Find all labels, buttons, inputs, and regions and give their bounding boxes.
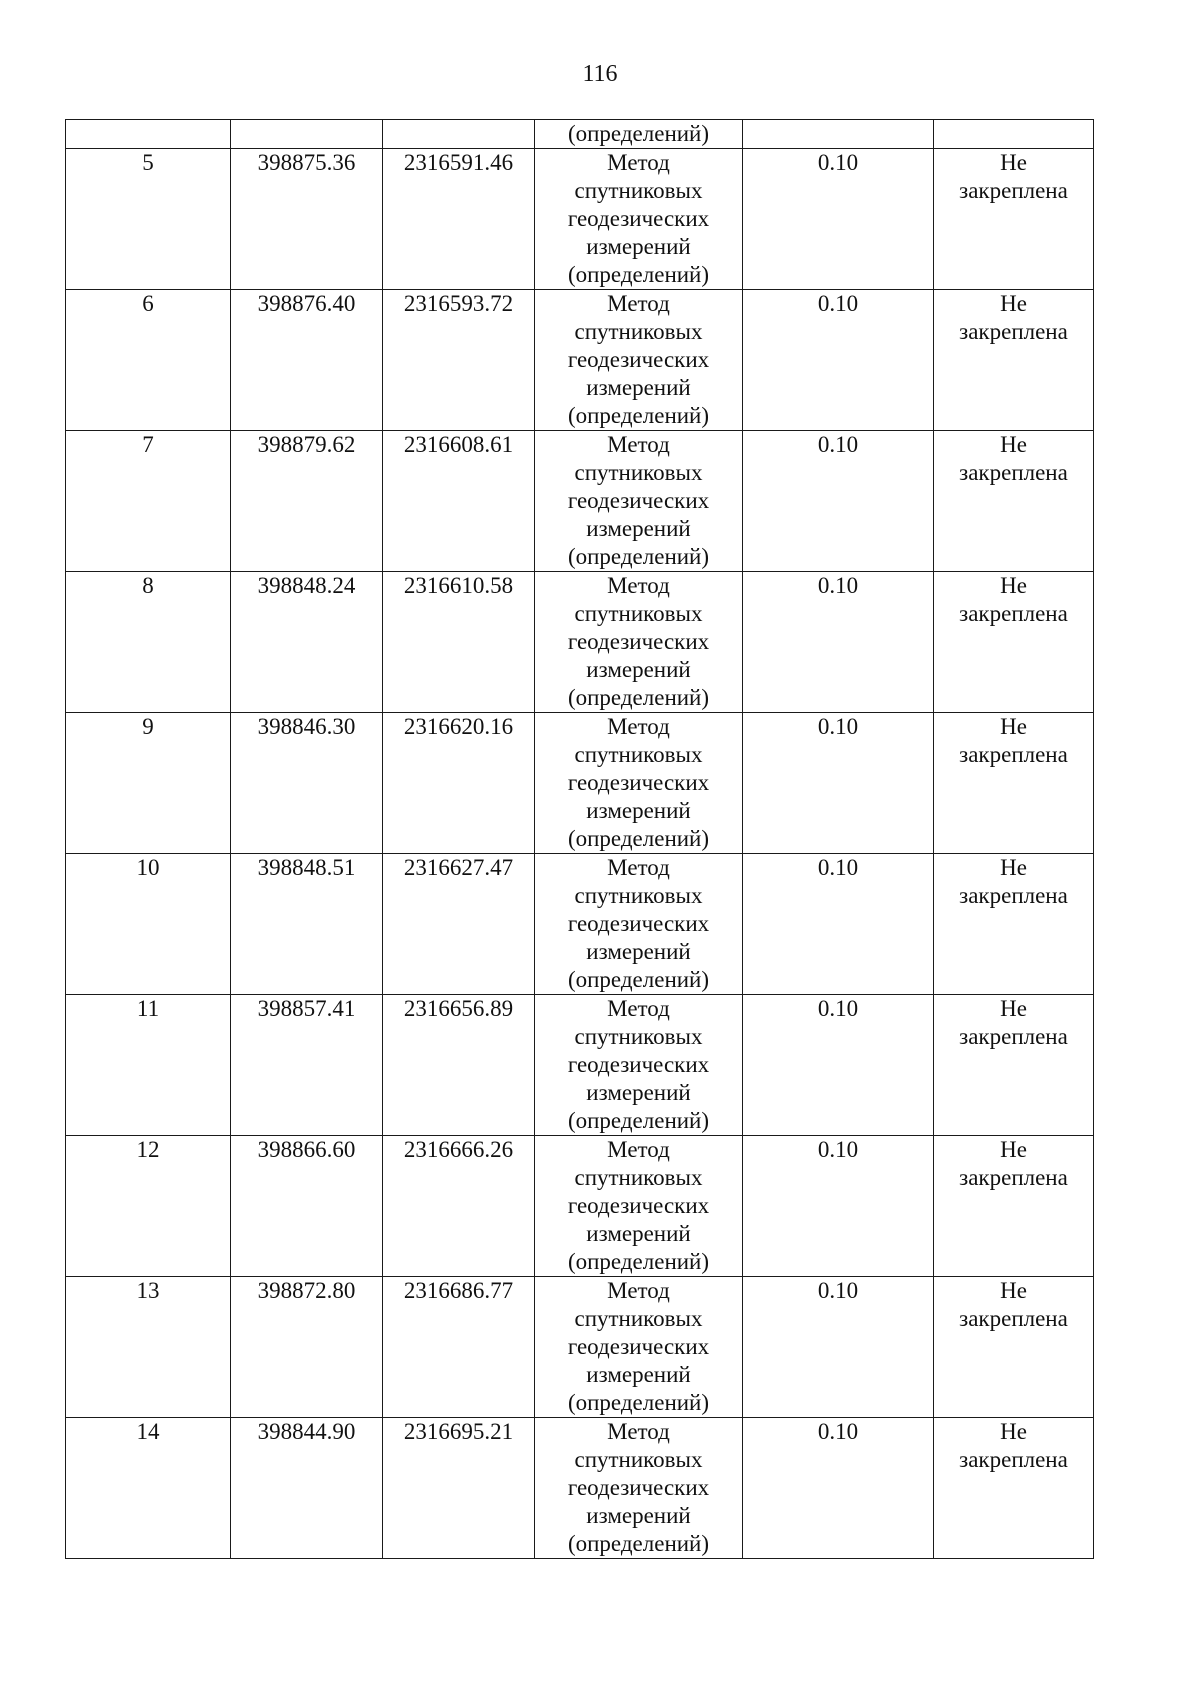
cell-method [535,995,743,1136]
method-text: Метод спутниковых геодезических измерений (определений) [567,1137,710,1274]
cell-accuracy [743,120,934,149]
table-row [66,1418,1094,1559]
cell-y: 2316686.77 [383,1277,535,1418]
fixation-text: Не закреплена [959,573,1068,626]
cell-method [535,572,743,713]
cell-accuracy: 0.10 [743,1136,934,1277]
fixation-text: Не закреплена [959,855,1068,908]
fixation-text: Не закреплена [959,291,1068,344]
cell-number: 6 [66,290,231,431]
cell-x: 398848.24 [231,572,383,713]
fixation-text: Не закреплена [959,996,1068,1049]
cell-accuracy: 0.10 [743,995,934,1136]
table-row [66,854,1094,995]
cell-y: 2316610.58 [383,572,535,713]
cell-accuracy: 0.10 [743,1418,934,1559]
cell-x: 398876.40 [231,290,383,431]
cell-fixation [934,995,1094,1136]
cell-number: 14 [66,1418,231,1559]
cell-fixation [934,1418,1094,1559]
method-text: Метод спутниковых геодезических измерений (определений) [567,855,710,992]
table-row [66,995,1094,1136]
cell-accuracy: 0.10 [743,290,934,431]
cell-fixation [934,149,1094,290]
cell-method [535,149,743,290]
fixation-text: Не закреплена [959,714,1068,767]
cell-number: 12 [66,1136,231,1277]
cell-y: 2316593.72 [383,290,535,431]
method-text: Метод спутниковых геодезических измерений (определений) [567,573,710,710]
cell-accuracy: 0.10 [743,572,934,713]
cell-method [535,431,743,572]
cell-number: 11 [66,995,231,1136]
cell-y: 2316666.26 [383,1136,535,1277]
cell-fixation [934,290,1094,431]
cell-fixation [934,572,1094,713]
table-row [66,290,1094,431]
table-row [66,431,1094,572]
cell-number: 5 [66,149,231,290]
table-row [66,572,1094,713]
cell-x: 398857.41 [231,995,383,1136]
fixation-text: Не закреплена [959,1278,1068,1331]
cell-accuracy: 0.10 [743,431,934,572]
cell-x: 398844.90 [231,1418,383,1559]
cell-x: 398848.51 [231,854,383,995]
cell-y: 2316620.16 [383,713,535,854]
table-row [66,1136,1094,1277]
fixation-text: Не закреплена [959,150,1068,203]
cell-method [535,1418,743,1559]
cell-method: (определений) [535,120,743,149]
cell-method [535,854,743,995]
cell-fixation [934,431,1094,572]
cell-fixation [934,120,1094,149]
fixation-text: Не закреплена [959,1137,1068,1190]
method-text: Метод спутниковых геодезических измерений (определений) [567,1278,710,1415]
cell-fixation [934,713,1094,854]
cell-x: 398846.30 [231,713,383,854]
table-row [66,1277,1094,1418]
method-text: Метод спутниковых геодезических измерений (определений) [567,432,710,569]
cell-x: 398879.62 [231,431,383,572]
cell-number [66,120,231,149]
table-row [66,149,1094,290]
page-number: 116 [582,61,618,87]
cell-method [535,1277,743,1418]
coordinates-table [65,119,1094,1559]
method-text: Метод спутниковых геодезических измерений (определений) [567,150,710,287]
cell-x [231,120,383,149]
cell-fixation [934,854,1094,995]
cell-y: 2316656.89 [383,995,535,1136]
method-text: Метод спутниковых геодезических измерений (определений) [567,996,710,1133]
cell-y: 2316591.46 [383,149,535,290]
fixation-text: Не закреплена [959,1419,1068,1472]
cell-fixation [934,1277,1094,1418]
cell-number: 10 [66,854,231,995]
cell-y: 2316627.47 [383,854,535,995]
cell-accuracy: 0.10 [743,1277,934,1418]
cell-method [535,290,743,431]
cell-method [535,1136,743,1277]
cell-accuracy: 0.10 [743,854,934,995]
continuation-row [66,120,1094,149]
method-text: Метод спутниковых геодезических измерений (определений) [567,291,710,428]
cell-x: 398872.80 [231,1277,383,1418]
fixation-text: Не закреплена [959,432,1068,485]
cell-method [535,713,743,854]
cell-y: 2316608.61 [383,431,535,572]
cell-number: 9 [66,713,231,854]
cell-y: 2316695.21 [383,1418,535,1559]
cell-number: 8 [66,572,231,713]
cell-x: 398866.60 [231,1136,383,1277]
cell-x: 398875.36 [231,149,383,290]
cell-fixation [934,1136,1094,1277]
cell-number: 7 [66,431,231,572]
cell-accuracy: 0.10 [743,713,934,854]
table-row [66,713,1094,854]
cell-number: 13 [66,1277,231,1418]
cell-y [383,120,535,149]
method-text: Метод спутниковых геодезических измерений (определений) [567,714,710,851]
cell-accuracy: 0.10 [743,149,934,290]
method-text: Метод спутниковых геодезических измерений (определений) [567,1419,710,1556]
